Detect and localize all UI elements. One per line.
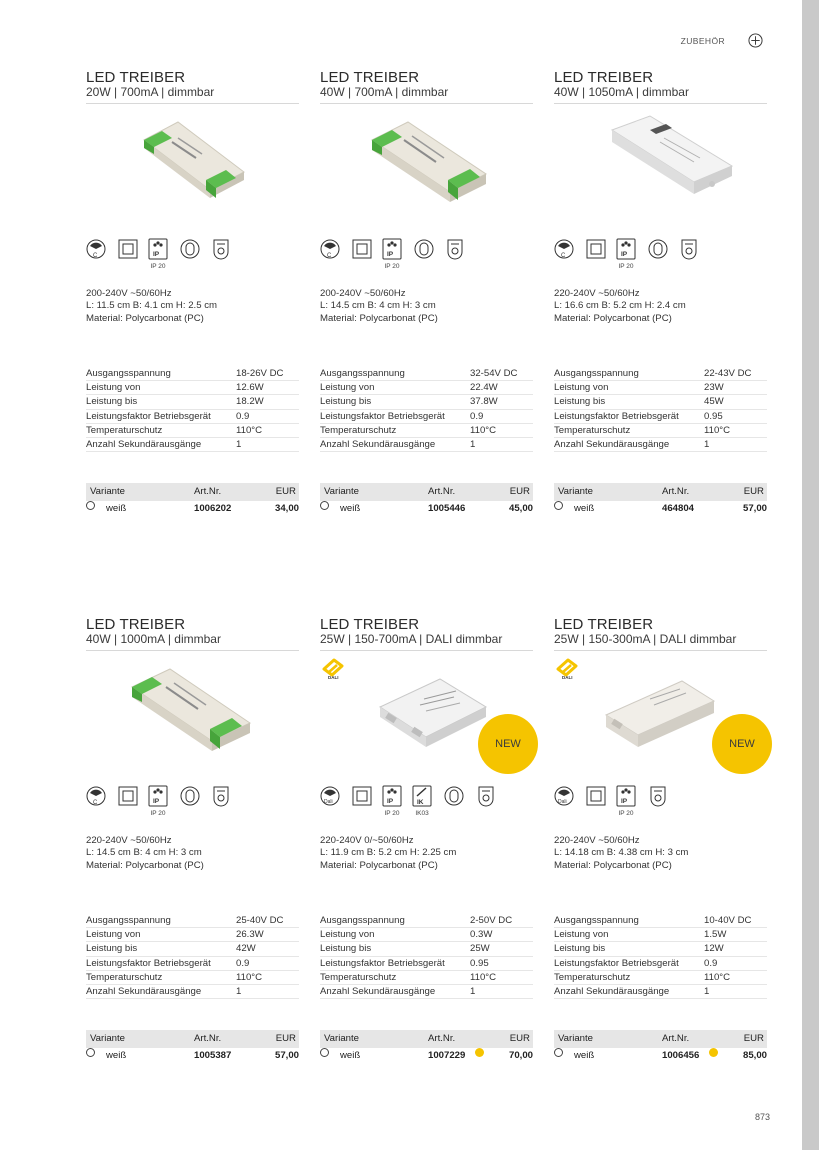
- temperature-icon: [648, 785, 668, 807]
- product-subtitle: 40W | 1050mA | dimmbar: [554, 85, 689, 99]
- variant-table: [86, 483, 299, 517]
- ip-rating-icon: [616, 785, 636, 807]
- class-ii-icon: [118, 785, 138, 807]
- spec-material: Material: Polycarbonat (PC): [320, 312, 438, 324]
- divider: [554, 650, 767, 651]
- svg-text:C: C: [93, 253, 98, 259]
- class-ii-icon: [352, 785, 372, 807]
- impact-rating-icon: [412, 785, 432, 807]
- ip-rating-icon: [148, 238, 168, 260]
- driver-photo: [86, 657, 299, 777]
- table-row: Temperaturschutz 110°C: [86, 971, 299, 985]
- spec-material: Material: Polycarbonat (PC): [554, 312, 672, 324]
- dimmable-icon: [86, 785, 106, 807]
- product-subtitle: 25W | 150-300mA | DALI dimmbar: [554, 632, 737, 646]
- svg-text:IP: IP: [387, 251, 394, 258]
- article-number: 1006456: [662, 1050, 700, 1061]
- housing-icon: [444, 785, 464, 807]
- variant-table: [320, 483, 533, 517]
- spec-dimensions: L: 14.18 cm B: 4.38 cm H: 3 cm: [554, 847, 689, 859]
- housing-icon: [180, 785, 200, 807]
- table-row: Leistung von 12.6W: [86, 381, 299, 395]
- ip-caption: IP 20: [384, 263, 400, 270]
- table-row: Leistung von 23W: [554, 381, 767, 395]
- driver-photo: [554, 110, 767, 230]
- category-label: ZUBEHÖR: [680, 36, 725, 46]
- table-row: Temperaturschutz 110°C: [554, 971, 767, 985]
- price: 45,00: [508, 503, 533, 514]
- color-swatch[interactable]: [554, 501, 563, 510]
- temperature-icon: [679, 238, 699, 260]
- spec-voltage: 220-240V 0/~50/60Hz: [320, 835, 414, 846]
- page-number: 873: [755, 1112, 771, 1122]
- svg-text:IP: IP: [621, 798, 628, 805]
- table-row: Anzahl Sekundärausgänge 1: [320, 985, 533, 999]
- variant-color: weiß: [574, 1050, 595, 1061]
- table-row: Temperaturschutz 110°C: [320, 424, 533, 438]
- plus-circle-icon[interactable]: [748, 33, 763, 48]
- variant-color: weiß: [574, 503, 595, 514]
- ip-rating-icon: [616, 238, 636, 260]
- temperature-icon: [445, 238, 465, 260]
- color-swatch[interactable]: [86, 501, 95, 510]
- variant-row[interactable]: [86, 1048, 299, 1064]
- product-subtitle: 25W | 150-700mA | DALI dimmbar: [320, 632, 503, 646]
- dali-dimmable-icon: [554, 785, 574, 807]
- color-swatch[interactable]: [320, 501, 329, 510]
- ip-caption: IP 20: [618, 263, 634, 270]
- table-row: Anzahl Sekundärausgänge 1: [320, 438, 533, 452]
- variant-row[interactable]: [320, 501, 533, 517]
- product-card: [554, 617, 767, 1077]
- svg-text:Dali: Dali: [558, 799, 567, 805]
- svg-text:C: C: [327, 253, 332, 259]
- svg-text:IP: IP: [621, 251, 628, 258]
- divider: [86, 103, 299, 104]
- temperature-icon: [476, 785, 496, 807]
- variant-row[interactable]: [554, 501, 767, 517]
- class-ii-icon: [352, 238, 372, 260]
- table-row: Temperaturschutz 110°C: [86, 424, 299, 438]
- variant-color: weiß: [106, 503, 127, 514]
- spec-voltage: 200-240V ~50/60Hz: [320, 288, 406, 299]
- ip-rating-icon: [382, 238, 402, 260]
- variant-header: Variante Art.Nr. EUR: [554, 1030, 767, 1048]
- variant-table: [554, 483, 767, 517]
- spec-material: Material: Polycarbonat (PC): [86, 859, 204, 871]
- spec-dimensions: L: 16.6 cm B: 5.2 cm H: 2.4 cm: [554, 300, 686, 312]
- ik-caption: IK03: [415, 810, 429, 817]
- variant-table: [320, 1030, 533, 1064]
- ip-caption: IP 20: [618, 810, 634, 817]
- variant-color: weiß: [106, 1050, 127, 1061]
- dimmable-icon: [320, 238, 340, 260]
- product-subtitle: 20W | 700mA | dimmbar: [86, 85, 215, 99]
- technical-specs: [320, 835, 533, 872]
- product-card: [554, 70, 767, 530]
- divider: [320, 650, 533, 651]
- properties-table: [320, 914, 533, 999]
- spec-voltage: 220-240V ~50/60Hz: [86, 835, 172, 846]
- price: 57,00: [742, 503, 767, 514]
- article-number: 1007229: [428, 1050, 466, 1061]
- svg-text:DALI: DALI: [562, 675, 573, 680]
- table-row: Leistungsfaktor Betriebsgerät 0.9: [86, 410, 299, 424]
- class-ii-icon: [118, 238, 138, 260]
- table-row: Leistung von 26.3W: [86, 928, 299, 942]
- variant-row[interactable]: [86, 501, 299, 517]
- spec-dimensions: L: 11.5 cm B: 4.1 cm H: 2.5 cm: [86, 300, 217, 312]
- ip-caption: IP 20: [150, 810, 166, 817]
- housing-icon: [648, 238, 668, 260]
- divider: [86, 650, 299, 651]
- table-row: Ausgangsspannung 22-43V DC: [554, 367, 767, 381]
- properties-table: [554, 914, 767, 999]
- article-number: 1005446: [428, 503, 466, 514]
- svg-text:DALI: DALI: [328, 675, 339, 680]
- new-badge: NEW: [478, 714, 538, 774]
- table-row: Leistung bis 45W: [554, 395, 767, 409]
- table-row: Leistung von 0.3W: [320, 928, 533, 942]
- svg-text:IP: IP: [387, 798, 394, 805]
- technical-specs: [554, 288, 767, 325]
- table-row: Temperaturschutz 110°C: [320, 971, 533, 985]
- feature-icons: [86, 238, 299, 278]
- svg-text:Dali: Dali: [324, 799, 333, 805]
- table-row: Leistung bis 42W: [86, 942, 299, 956]
- svg-text:IK: IK: [417, 799, 424, 806]
- spec-material: Material: Polycarbonat (PC): [86, 312, 204, 324]
- product-title: LED TREIBER: [86, 69, 186, 86]
- variant-header: Variante Art.Nr. EUR: [320, 483, 533, 501]
- table-row: Leistungsfaktor Betriebsgerät 0.9: [320, 410, 533, 424]
- technical-specs: [554, 835, 767, 872]
- product-title: LED TREIBER: [554, 616, 654, 633]
- properties-table: [320, 367, 533, 452]
- spec-dimensions: L: 14.5 cm B: 4 cm H: 3 cm: [86, 847, 202, 859]
- variant-row[interactable]: [554, 1048, 767, 1064]
- technical-specs: [320, 288, 533, 325]
- spec-material: Material: Polycarbonat (PC): [320, 859, 438, 871]
- dali-dimmable-icon: [320, 785, 340, 807]
- spec-voltage: 220-240V ~50/60Hz: [554, 288, 640, 299]
- driver-photo: [320, 110, 533, 230]
- price: 70,00: [508, 1050, 533, 1061]
- variant-table: [86, 1030, 299, 1064]
- color-swatch[interactable]: [320, 1048, 329, 1057]
- product-title: LED TREIBER: [320, 69, 420, 86]
- variant-header: Variante Art.Nr. EUR: [320, 1030, 533, 1048]
- feature-icons: [86, 785, 299, 825]
- dimmable-icon: [554, 238, 574, 260]
- article-number: 1006202: [194, 503, 232, 514]
- housing-icon: [414, 238, 434, 260]
- ip-rating-icon: [148, 785, 168, 807]
- variant-color: weiß: [340, 1050, 361, 1061]
- feature-icons: [554, 238, 767, 278]
- svg-text:C: C: [561, 253, 566, 259]
- svg-text:IP: IP: [153, 798, 160, 805]
- product-card: [320, 70, 533, 530]
- variant-header: Variante Art.Nr. EUR: [86, 1030, 299, 1048]
- spec-dimensions: L: 11.9 cm B: 5.2 cm H: 2.25 cm: [320, 847, 457, 859]
- new-indicator-dot: [709, 1048, 718, 1057]
- technical-specs: [86, 288, 299, 325]
- table-row: Leistung bis 12W: [554, 942, 767, 956]
- product-card: [86, 70, 299, 530]
- product-title: LED TREIBER: [554, 69, 654, 86]
- divider: [554, 103, 767, 104]
- temperature-icon: [211, 785, 231, 807]
- dimmable-icon: [86, 238, 106, 260]
- spec-voltage: 200-240V ~50/60Hz: [86, 288, 172, 299]
- product-subtitle: 40W | 700mA | dimmbar: [320, 85, 449, 99]
- product-card: [320, 617, 533, 1077]
- table-row: Anzahl Sekundärausgänge 1: [554, 438, 767, 452]
- variant-row[interactable]: [320, 1048, 533, 1064]
- svg-text:IP: IP: [153, 251, 160, 258]
- table-row: Leistungsfaktor Betriebsgerät 0.95: [554, 410, 767, 424]
- product-title: LED TREIBER: [86, 616, 186, 633]
- article-number: 464804: [662, 503, 695, 514]
- table-row: Ausgangsspannung 10-40V DC: [554, 914, 767, 928]
- variant-header: Variante Art.Nr. EUR: [554, 483, 767, 501]
- table-row: Ausgangsspannung 18-26V DC: [86, 367, 299, 381]
- technical-specs: [86, 835, 299, 872]
- product-subtitle: 40W | 1000mA | dimmbar: [86, 632, 221, 646]
- price: 34,00: [274, 503, 299, 514]
- class-ii-icon: [586, 785, 606, 807]
- variant-table: [554, 1030, 767, 1064]
- table-row: Leistung bis 25W: [320, 942, 533, 956]
- housing-icon: [180, 238, 200, 260]
- color-swatch[interactable]: [554, 1048, 563, 1057]
- table-row: Anzahl Sekundärausgänge 1: [86, 985, 299, 999]
- properties-table: [554, 367, 767, 452]
- feature-icons: [320, 238, 533, 278]
- divider: [320, 103, 533, 104]
- driver-photo: [86, 110, 299, 230]
- temperature-icon: [211, 238, 231, 260]
- table-row: Ausgangsspannung 25-40V DC: [86, 914, 299, 928]
- article-number: 1005387: [194, 1050, 232, 1061]
- properties-table: [86, 367, 299, 452]
- table-row: Anzahl Sekundärausgänge 1: [86, 438, 299, 452]
- price: 57,00: [274, 1050, 299, 1061]
- side-strip: [802, 0, 819, 1150]
- svg-text:C: C: [93, 800, 98, 806]
- table-row: Ausgangsspannung 32-54V DC: [320, 367, 533, 381]
- price: 85,00: [742, 1050, 767, 1061]
- table-row: Leistung von 22.4W: [320, 381, 533, 395]
- ip-caption: IP 20: [150, 263, 166, 270]
- table-row: Leistung von 1.5W: [554, 928, 767, 942]
- ip-caption: IP 20: [384, 810, 400, 817]
- product-title: LED TREIBER: [320, 616, 420, 633]
- feature-icons: [320, 785, 533, 825]
- variant-color: weiß: [340, 503, 361, 514]
- table-row: Anzahl Sekundärausgänge 1: [554, 985, 767, 999]
- table-row: Leistung bis 37.8W: [320, 395, 533, 409]
- product-card: [86, 617, 299, 1077]
- class-ii-icon: [586, 238, 606, 260]
- variant-header: Variante Art.Nr. EUR: [86, 483, 299, 501]
- spec-dimensions: L: 14.5 cm B: 4 cm H: 3 cm: [320, 300, 436, 312]
- table-row: Leistungsfaktor Betriebsgerät 0.9: [554, 957, 767, 971]
- properties-table: [86, 914, 299, 999]
- new-badge: NEW: [712, 714, 772, 774]
- spec-material: Material: Polycarbonat (PC): [554, 859, 672, 871]
- spec-voltage: 220-240V ~50/60Hz: [554, 835, 640, 846]
- color-swatch[interactable]: [86, 1048, 95, 1057]
- table-row: Ausgangsspannung 2-50V DC: [320, 914, 533, 928]
- table-row: Leistung bis 18.2W: [86, 395, 299, 409]
- ip-rating-icon: [382, 785, 402, 807]
- feature-icons: [554, 785, 767, 825]
- table-row: Leistungsfaktor Betriebsgerät 0.95: [320, 957, 533, 971]
- table-row: Leistungsfaktor Betriebsgerät 0.9: [86, 957, 299, 971]
- new-indicator-dot: [475, 1048, 484, 1057]
- table-row: Temperaturschutz 110°C: [554, 424, 767, 438]
